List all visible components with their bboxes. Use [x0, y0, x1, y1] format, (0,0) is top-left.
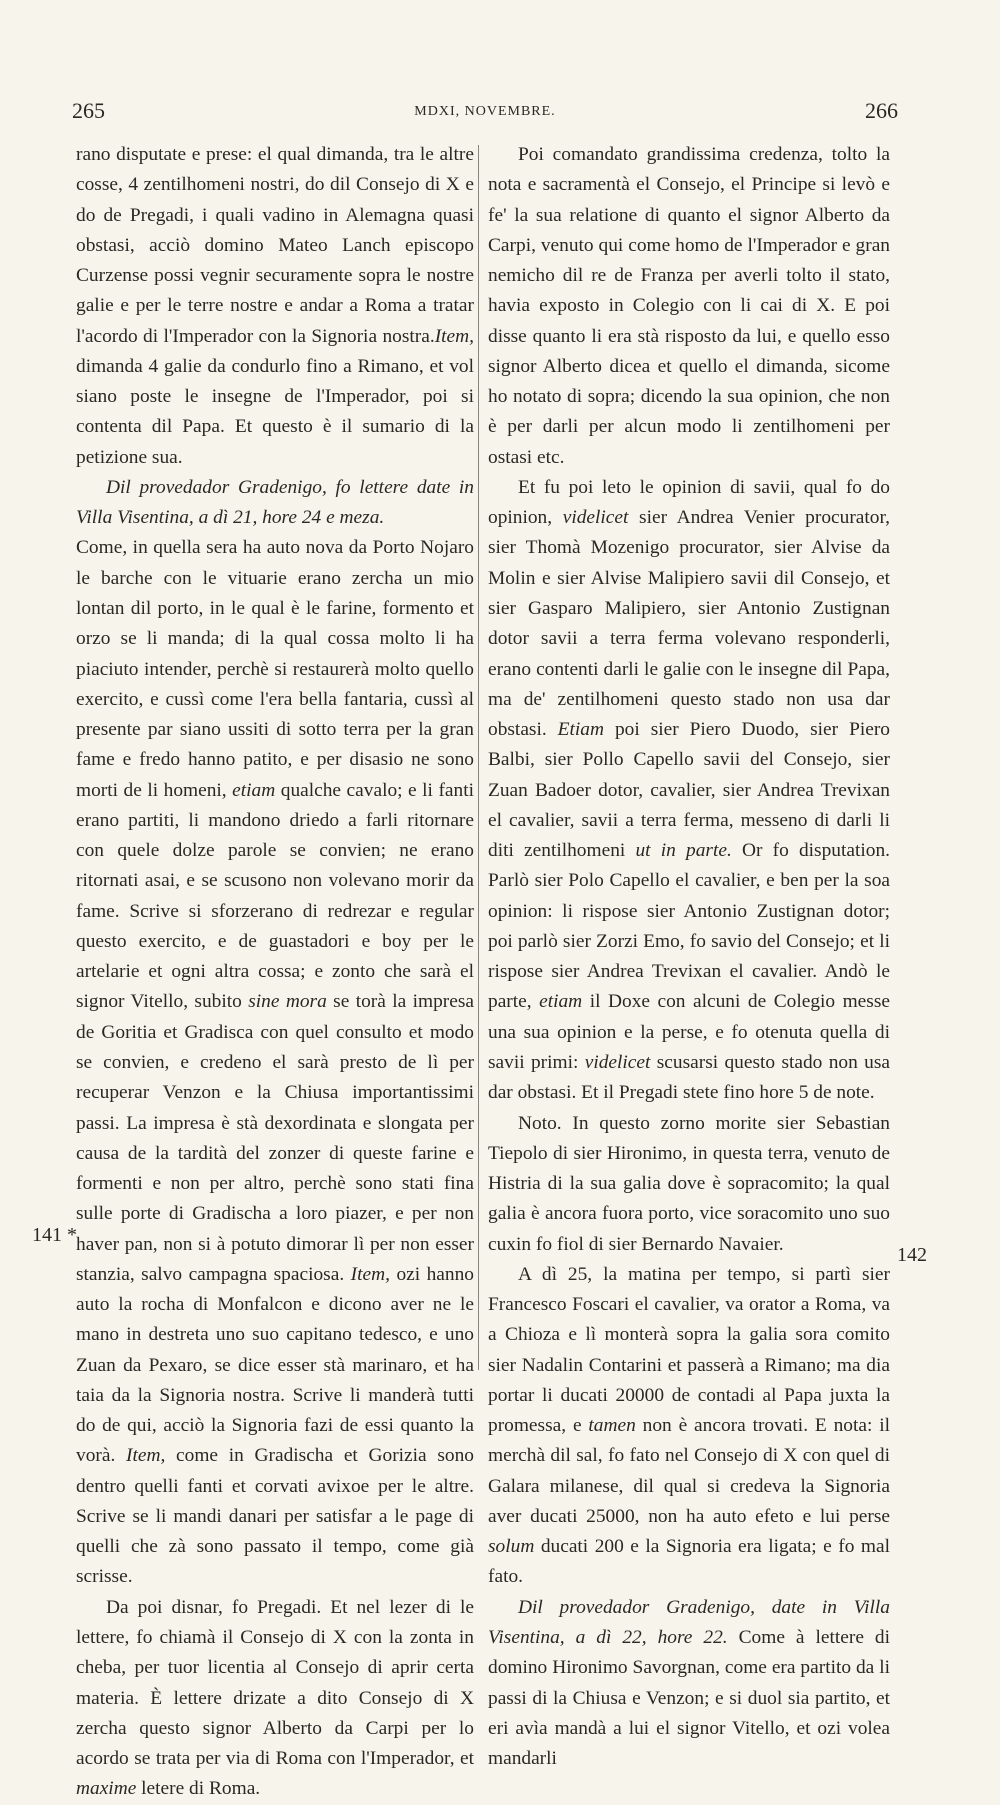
page-number-right: 266 — [865, 98, 898, 123]
page-number-left: 265 — [72, 98, 105, 123]
margin-note-left: 141 * — [32, 1224, 77, 1246]
paragraph: Da poi disnar, fo Pregadi. Et nel lezer di le lettere, fo chiamà il Consejo di X con la zonta in cheba, per tuor licentia al Consejo di aprir certa materia. È lettere drizate a dito Consejo di X zercha questo signor Alberto da Carpi per lo acordo se trata per via di Roma con l'Imperador, et maxime letere di Roma. — [76, 1596, 474, 1800]
running-header — [72, 98, 898, 124]
left-column — [76, 140, 474, 1805]
paragraph: Dil provedador Gradenigo, date in Villa Visentina, a dì 22, hore 22. Come à lettere di domino Hironimo Savorgnan, come era partito da li passi di la Chiusa e Venzon; e si duol sia partito, et eri avìa mandà a lui el signor Vitello, et ozi volea mandarli — [488, 1596, 890, 1770]
column-divider — [478, 145, 479, 1370]
paragraph: rano disputate e prese: el qual dimanda, tra le altre cosse, 4 zentilhomeni nostri, do dil Consejo di X e do de Pregadi, i quali vadino in Alemagna quasi obstasi, acciò domino Mateo Lanch episcopo Curzense possi vegnir securamente sopra le nostre galie e per le terre nostre e andar a Roma a tratar l'acordo di l'Imperador con la Signoria nostra.Item, dimanda 4 galie da condurlo fino a Rimano, et vol siano poste le insegne de l'Imperador, poi si contenta dil Papa. Et questo è il sumario di la petizione sua. — [76, 144, 474, 468]
paragraph: Et fu poi leto le opinion di savii, qual fo do opinion, videlicet sier Andrea Venier procurator, sier Thomà Mozenigo procurator, sier Alvise da Molin e sier Alvise Malipiero savii dil Consejo, et sier Gasparo Malipiero, sier Antonio Zustignan dotor savii a terra ferma volevano responderli, erano contenti darli le galie con le insegne dil Papa, ma de' zentilhomeni questo stado non usa dar obstasi. Etiam poi sier Piero Duodo, sier Piero Balbi, sier Pollo Capello savii del Consejo, sier Zuan Badoer dotor, cavalier, sier Andrea Trevixan el cavalier, savii a terra ferma, messeno di darli li diti zentilhomeni ut in parte. Or fo disputation. Parlò sier Polo Capello el cavalier, e ben per la soa opinion: li rispose sier Antonio Zustignan dotor; poi parlò sier Zorzi Emo, fo savio del Consejo; et li rispose sier Andrea Trevixan el cavalier. Andò le parte, etiam il Doxe con alcuni de Colegio messe una sua opinion e la perse, e fo otenuta quella di savii primi: videlicet scusarsi questo stado non usa dar obstasi. Et il Pregadi stete fino hore 5 de note. — [488, 476, 890, 1104]
right-column — [488, 140, 890, 1774]
paragraph: Noto. In questo zorno morite sier Sebastian Tiepolo di sier Hironimo, in questa terra, venuto de Histria di la sua galia dove è sopracomito; la qual galia è ancora fuora porto, vice soracomito uno suo cuxin fo fiol di sier Bernardo Navaier. — [488, 1112, 890, 1255]
paragraph: A dì 25, la matina per tempo, si partì sier Francesco Foscari el cavalier, va orator a Roma, va a Chioza e lì monterà sopra la galia sora comito sier Nadalin Contarini et passerà a Rimano; ma dia portar li ducati 20000 de contadi al Papa juxta la promessa, e tamen non è ancora trovati. E nota: il merchà dil sal, fo fato nel Consejo di X con quel di Galara milanese, dil qual si credeva la Signoria aver ducati 25000, non ha auto efeto e lui perse solum ducati 200 e la Signoria era ligata; e fo mal fato. — [488, 1263, 890, 1588]
section-heading: Dil provedador Gradenigo, fo lettere date in Villa Visentina, a dì 21, hore 24 e meza. — [76, 476, 474, 529]
running-title: MDXI, NOVEMBRE. — [414, 104, 556, 119]
paragraph: Come, in quella sera ha auto nova da Porto Nojaro le barche con le vituarie erano zercha un mio lontan dil porto, in le qual è le farine, formento et orzo se li manda; di la qual cossa molto li ha piaciuto intender, perchè si restaurerà molto quello exercito, e cussì come l'era bella fantaria, cussì al presente par siano ussiti di sotto terra per la gran fame e fredo hanno patito, e per disasio ne sono morti de li homeni, etiam qualche cavalo; e li fanti erano partiti, li mandono driedo a farli ritornare con quele dolze parole se convien; ne erano ritornati asai, e se scusono non volevano morir da fame. Scrive si sforzerano di redrezar e regular questo exercito, e de guastadori e boy per le artelarie et ogni altra cossa; e zonto che sarà el signor Vitello, subito sine mora se torà la impresa de Goritia et Gradisca con quel consulto et modo se convien, e credeno el sarà presto de lì per recuperar Venzon e la Chiusa importantissimi passi. La impresa è stà dexordinata e slongata per causa de la tardità del zonzer di queste farine e formenti e non per altro, perchè sono stati fina sulle porte di Gradischa a loro piazer, e per non haver pan, non si à potuto dimorar lì per non esser stanzia, salvo campagna spaciosa. Item, ozi hanno auto la rocha di Monfalcon e dicono aver ne le mano in destreta uno suo capitano tedesco, e uno Zuan da Pexaro, se dice esser stà marinaro, et ha taia da la Signoria nostra. Scrive li manderà tutti do de qui, acciò la Signoria fazi de essi quanto la vorà. Item, come in Gradischa et Gorizia sono dentro quelli fanti et corvati avixoe per le altre. Scrive se li mandi danari per satisfar a le page di quelli che zà sono passato il tempo, come già scrisse. — [76, 537, 474, 1588]
margin-note-right: 142 — [897, 1244, 927, 1266]
paragraph: Poi comandato grandissima credenza, tolto la nota e sacramentà el Consejo, el Principe si levò e fe' la sua relatione di quanto el signor Alberto da Carpi, venuto qui come homo de l'Imperador e gran nemicho dil re de Franza per averli tolto il stato, havia exposto in Colegio con li cai di X. E poi disse quanto li era stà risposto da lui, e quello esso signor Alberto dicea et quello el dimanda, sicome ho notato di sopra; dicendo la sua opinion, che non è per darli per alcun modo li zentilhomeni per ostasi etc. — [488, 144, 890, 468]
